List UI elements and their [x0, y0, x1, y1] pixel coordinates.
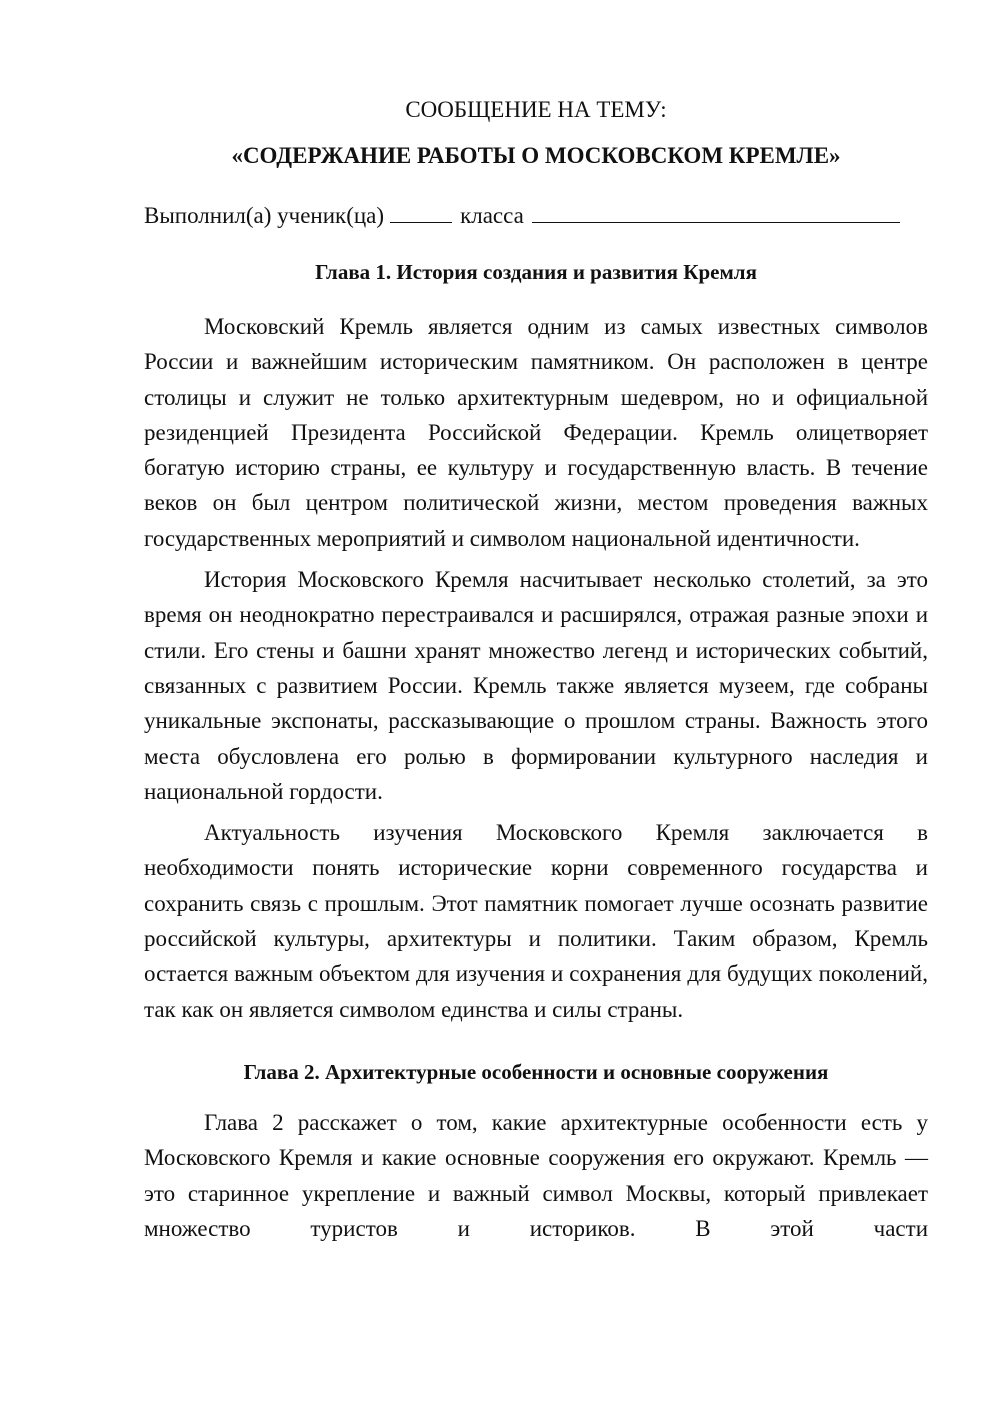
chapter1-paragraph-3: Актуальность изучения Московского Кремля заключается в необходимости понять исторические корни современного государства и сохранить связь с прошлым. Этот памятник помогает лучше осознать развитие российской культуры, архитектуры и политики. Таким образом, Кремль остается важным объектом для изучения и сохранения для будущих поколений, так как он является символом единства и силы страны.	[144, 820, 928, 1022]
chapter2-title: Глава 2. Архитектурные особенности и основные сооружения	[243, 1059, 829, 1084]
document-header-line1: СООБЩЕНИЕ НА ТЕМУ:	[405, 97, 667, 122]
author-line	[144, 201, 928, 231]
author-prefix: Выполнил(а) ученик(ца)	[144, 203, 385, 228]
class-name-blank	[532, 202, 900, 223]
chapter1-title: Глава 1. История создания и развития Кремля	[315, 260, 757, 284]
chapter2-paragraph-1: Глава 2 расскажет о том, какие архитектурные особенности есть у Московского Кремля и какие основные сооружения его окружают. Кремль — это старинное укрепление и важный символ Москвы, который привлекает множество туристов и историков. В этой части	[144, 1109, 928, 1241]
chapter1-paragraph-1: Московский Кремль является одним из самых известных символов России и важнейшим историческим памятником. Он расположен в центре столицы и служит не только архитектурным шедевром, но и официальной резиденцией Президента Российской Федерации. Кремль олицетворяет богатую историю страны, ее культуру и государственную власть. В течение веков он был центром политической жизни, местом проведения важных государственных мероприятий и символом национальной идентичности.	[144, 314, 928, 551]
document-title: «СОДЕРЖАНИЕ РАБОТЫ О МОСКОВСКОМ КРЕМЛЕ»	[231, 143, 841, 168]
author-class-label: класса	[460, 203, 524, 228]
chapter1-paragraph-2: История Московского Кремля насчитывает несколько столетий, за это время он неоднократно перестраивался и расширялся, отражая разные эпохи и стили. Его стены и башни хранят множество легенд и исторических событий, связанных с развитием России. Кремль также является музеем, где собраны уникальные экспонаты, рассказывающие о прошлом страны. Важность этого места обусловлена его ролью в формировании культурного наследия и национальной гордости.	[144, 567, 928, 804]
class-number-blank	[390, 202, 452, 223]
